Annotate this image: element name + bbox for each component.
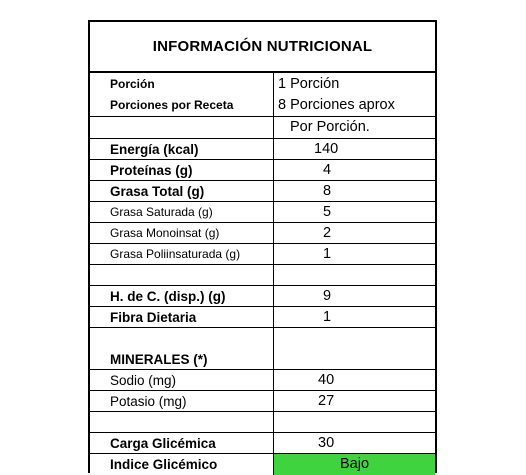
empty-row	[90, 264, 435, 286]
table-row	[90, 138, 435, 160]
table-title: INFORMACIÓN NUTRICIONAL	[90, 22, 435, 73]
nutrition-table	[88, 20, 437, 473]
minerals-heading: MINERALES (*)	[110, 352, 208, 367]
per-portion-header-row	[90, 116, 435, 138]
table-row	[90, 306, 435, 328]
table-row	[90, 201, 435, 223]
table-row	[90, 369, 435, 391]
servings-row	[90, 95, 435, 116]
row-label: Indice Glicémico	[110, 457, 218, 472]
servings-label: Porciones por Receta	[110, 98, 234, 112]
row-label: Sodio (mg)	[110, 373, 177, 388]
table-row	[90, 453, 435, 475]
row-value: 140	[314, 141, 339, 157]
table-row	[90, 180, 435, 202]
table-row	[90, 432, 435, 454]
row-label: H. de C. (disp.) (g)	[110, 289, 226, 304]
row-label: Proteínas (g)	[110, 163, 193, 178]
table-row	[90, 222, 435, 244]
portion-value: 1 Porción	[278, 76, 340, 92]
row-value: 9	[323, 288, 332, 304]
row-value: 1	[323, 309, 332, 325]
row-value: 8	[323, 183, 332, 199]
row-value: 4	[323, 162, 332, 178]
row-label: Energía (kcal)	[110, 142, 199, 157]
per-portion-header: Por Porción.	[290, 119, 370, 135]
row-label: Grasa Monoinsat (g)	[110, 226, 220, 240]
empty-row	[90, 411, 435, 433]
row-value: 1	[323, 246, 332, 262]
row-value: 30	[318, 435, 335, 451]
table-row	[90, 159, 435, 181]
table-row	[90, 390, 435, 412]
glycemic-index-badge: Bajo	[274, 454, 435, 475]
minerals-row	[90, 327, 435, 370]
row-label: Grasa Total (g)	[110, 184, 205, 199]
row-label: Potasio (mg)	[110, 394, 187, 409]
row-label: Grasa Saturada (g)	[110, 205, 213, 219]
table-row	[90, 285, 435, 307]
row-value: 27	[318, 393, 335, 409]
row-label: Grasa Poliinsaturada (g)	[110, 247, 241, 261]
servings-value: 8 Porciones aprox	[278, 97, 395, 113]
portion-row	[90, 74, 435, 95]
row-value: 40	[318, 372, 335, 388]
row-label: Carga Glicémica	[110, 436, 216, 451]
row-label: Fibra Dietaria	[110, 310, 197, 325]
row-value: 2	[323, 225, 332, 241]
table-row	[90, 243, 435, 265]
portion-label: Porción	[110, 77, 155, 91]
row-value: 5	[323, 204, 332, 220]
